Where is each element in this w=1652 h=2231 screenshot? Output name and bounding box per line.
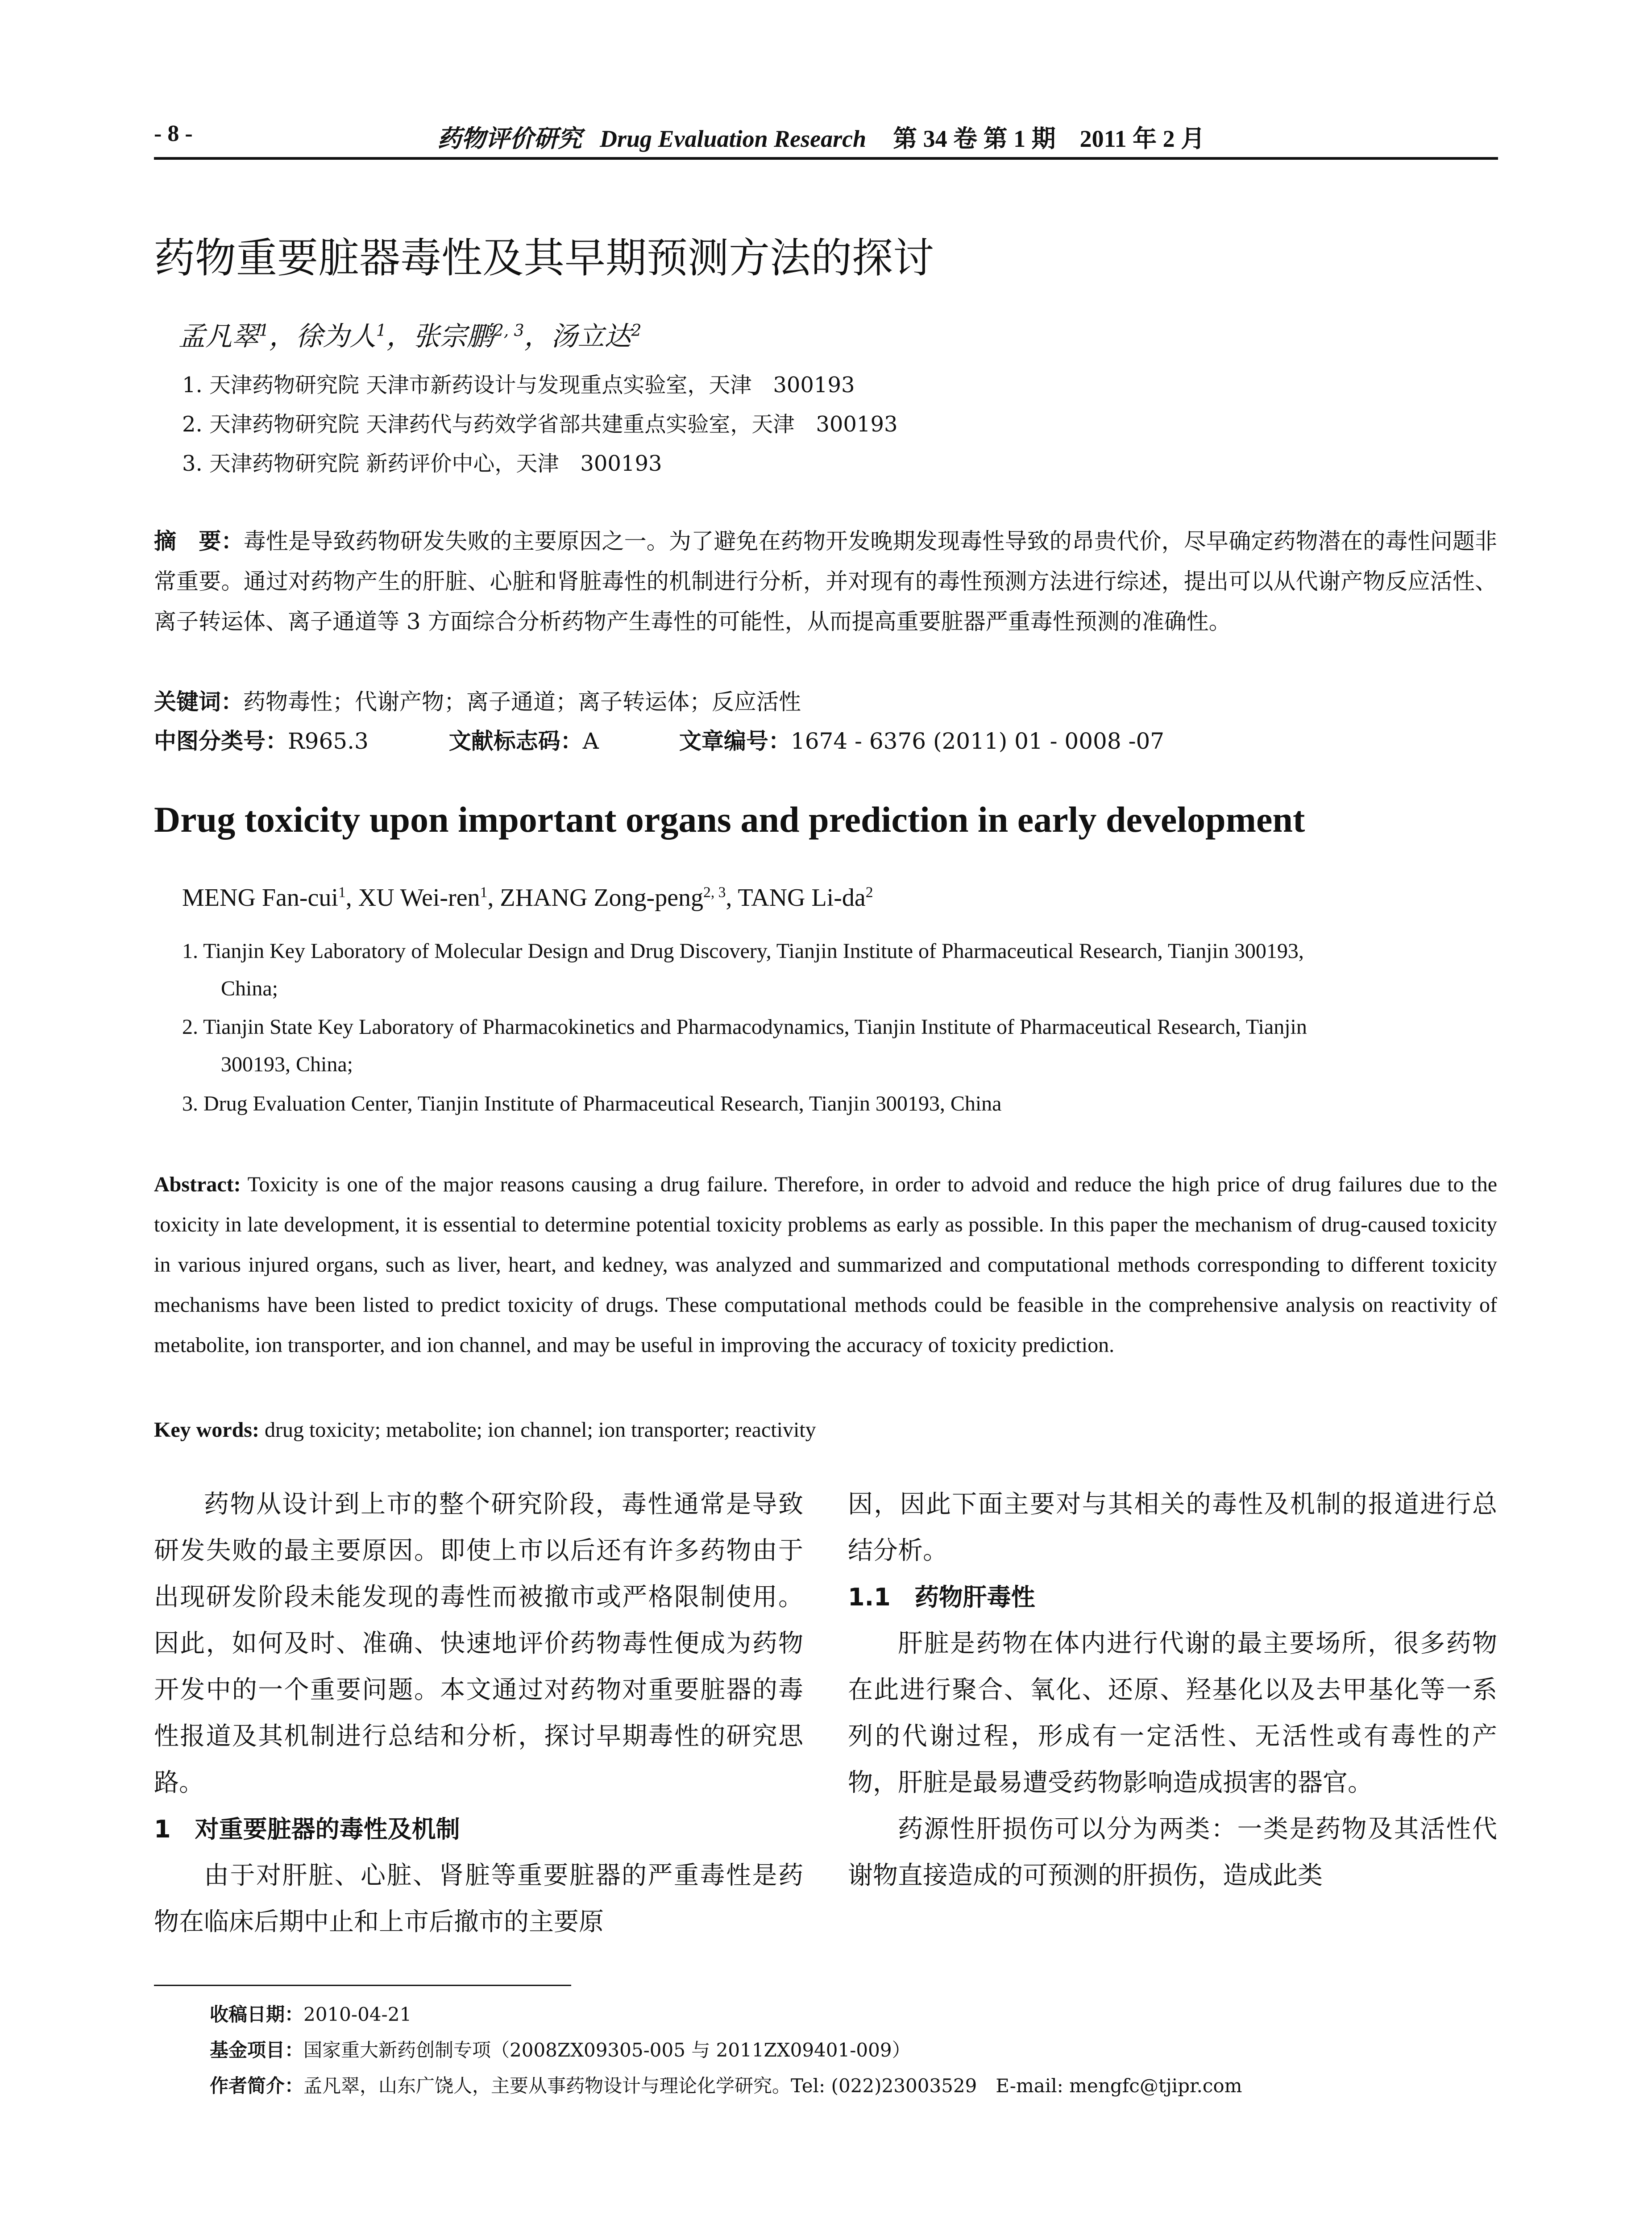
cn-authors: 孟凡翠$^1$，徐为人$^1$，张宗鹏$^{2, 3}$，汤立达$^2$ bbox=[178, 321, 642, 352]
cn-abstract-text: 毒性是导致药物研发失败的主要原因之一。为了避免在药物开发晚期发现毒性导致的昂贵代价，尽早确定药物潜在的毒性问题非常重要。通过对药物产生的肝脏、心脏和肾脏毒性的机制进行分析，并对现有的毒性预测方法进行综述，提出可以从代谢产物反应活性、离子转运体、离子通道等 3 方面综合分析药物产生毒性的可能性，从而提高重要脏器严重毒性预测的准确性。 bbox=[154, 528, 1498, 634]
cn-author-affil: 2, 3 bbox=[493, 322, 524, 340]
body-column-right bbox=[848, 1481, 1497, 1899]
cn-abstract-label: 摘 要： bbox=[154, 528, 244, 554]
cn-author: 徐为人 bbox=[295, 321, 376, 352]
cn-author-affil: 2 bbox=[631, 322, 642, 340]
cn-affiliation: 2. 天津药物研究院 天津药代与药效学省部共建重点实验室，天津 300193 bbox=[182, 412, 898, 437]
footnote-label: 基金项目： bbox=[210, 2039, 304, 2061]
en-keywords bbox=[154, 1410, 1497, 1450]
running-header bbox=[437, 120, 1205, 154]
en-abstract-text: Toxicity is one of the major reasons causing a drug failure. Therefore, in order to advoid and reduce the high price of drug failures due to the toxicity in late development, it is essential to determine potential toxicity problems as early as possible. In this paper the mechanism of drug-caused toxicity in various injured organs, such as liver, heart, and kedney, was analyzed and summarized and computational methods corresponding to different toxicity mechanisms have been listed to predict toxicity of drugs. These computational methods could be feasible in the comprehensive analysis on reactivity of metabolite, ion transporter, and ion channel, and may be useful in improving the accuracy of toxicity prediction. bbox=[154, 1173, 1498, 1357]
cn-keywords bbox=[154, 682, 1497, 722]
article-no-value: 1674 - 6376 (2011) 01 - 0008 -07 bbox=[790, 728, 1165, 754]
cn-abstract bbox=[154, 521, 1497, 642]
en-author-affil: 1 bbox=[338, 884, 346, 901]
journal-name-en: Drug Evaluation Research bbox=[600, 125, 867, 152]
en-affiliation bbox=[182, 1008, 1494, 1083]
journal-logo: 药物评价研究 bbox=[437, 125, 582, 152]
en-abstract-label: Abstract: bbox=[154, 1173, 241, 1196]
intro-paragraph: 药物从设计到上市的整个研究阶段，毒性通常是导致研发失败的最主要原因。即使上市以后还有许多药物由于出现研发阶段未能发现的毒性而被撤市或严格限制使用。因此，如何及时、准确、快速地评价药物毒性便成为药物开发中的一个重要问题。本文通过对药物对重要脏器的毒性报道及其机制进行总结和分析，探讨早期毒性的研究思路。 bbox=[154, 1490, 803, 1797]
en-author: XU Wei-ren bbox=[358, 884, 480, 912]
en-affiliation-cont: China; bbox=[221, 977, 278, 1000]
article-no-label: 文章编号： bbox=[679, 728, 791, 754]
header-rule bbox=[154, 157, 1498, 160]
cn-author: 孟凡翠 bbox=[178, 321, 259, 352]
footnote-rule bbox=[154, 1985, 571, 1986]
cn-author: 张宗鹏 bbox=[413, 321, 494, 352]
en-authors: MENG Fan-cui$^1$, XU Wei-ren$^1$, ZHANG Zong-peng$^{2, 3}$, TANG $Li-da^2$ bbox=[182, 884, 873, 912]
en-author: TANG Li-da bbox=[738, 884, 866, 912]
footnote-label: 收稿日期： bbox=[210, 2003, 304, 2025]
subsection-heading: 1.1 药物肝毒性 bbox=[848, 1583, 1035, 1611]
en-author-affil: 2 bbox=[865, 884, 873, 901]
footnote-text: 国家重大新药创制专项（2008ZX09305-005 与 2011ZX09401-009） bbox=[303, 2039, 911, 2061]
section-paragraph-cont: 因，因此下面主要对与其相关的毒性及机制的报道进行总结分析。 bbox=[848, 1490, 1497, 1565]
en-affiliation-main: 2. Tianjin State Key Laboratory of Pharmacokinetics and Pharmacodynamics, Tianjin Institute of Pharmaceutical Research, Tianjin bbox=[182, 1015, 1307, 1039]
footnote-text: 2010-04-21 bbox=[303, 2003, 412, 2025]
doc-code-label: 文献标志码： bbox=[448, 728, 583, 754]
class-value: R965.3 bbox=[288, 728, 369, 754]
cn-author-affil: 1 bbox=[376, 322, 386, 340]
en-author: MENG Fan-cui bbox=[182, 884, 338, 912]
en-affiliation-main: 3. Drug Evaluation Center, Tianjin Institute of Pharmaceutical Research, Tianjin 300193, China bbox=[182, 1092, 1002, 1116]
cn-title: 药物重要脏器毒性及其早期预测方法的探讨 bbox=[154, 234, 934, 282]
class-label: 中图分类号： bbox=[154, 728, 288, 754]
footnote-fund bbox=[210, 2036, 911, 2062]
section-heading: 1 对重要脏器的毒性及机制 bbox=[154, 1815, 460, 1843]
footnote-author bbox=[210, 2071, 1242, 2098]
cn-author-affil: 1 bbox=[259, 322, 269, 340]
en-title: Drug toxicity upon important organs and prediction in early development bbox=[154, 799, 1305, 840]
issue-info: 第 34 卷 第 1 期 2011 年 2 月 bbox=[893, 125, 1205, 152]
cn-keywords-label: 关键词： bbox=[154, 689, 243, 715]
footnote-text: 孟凡翠，山东广饶人，主要从事药物设计与理论化学研究。Tel: (022)23003529 E-mail: mengfc@tjipr.com bbox=[303, 2075, 1242, 2097]
cn-affiliation: 3. 天津药物研究院 新药评价中心，天津 300193 bbox=[182, 451, 662, 476]
body-column-left bbox=[154, 1481, 803, 1945]
en-author: ZHANG Zong-peng bbox=[500, 884, 704, 912]
en-affiliation bbox=[182, 1085, 1494, 1123]
cn-affiliation: 1. 天津药物研究院 天津市新药设计与发现重点实验室，天津 300193 bbox=[182, 373, 855, 398]
subsection-paragraph: 肝脏是药物在体内进行代谢的最主要场所，很多药物在此进行聚合、氧化、还原、羟基化以及去甲基化等一系列的代谢过程，形成有一定活性、无活性或有毒性的产物，肝脏是最易遭受药物影响造成损害的器官。 bbox=[848, 1629, 1497, 1797]
page-number: - 8 - bbox=[154, 121, 193, 146]
en-author-affil: 2, 3 bbox=[703, 884, 726, 901]
subsection-paragraph: 药源性肝损伤可以分为两类：一类是药物及其活性代谢物直接造成的可预测的肝损伤，造成此类 bbox=[848, 1815, 1497, 1890]
doc-code-value: A bbox=[582, 728, 599, 754]
footnote-label: 作者简介： bbox=[210, 2075, 304, 2097]
en-affiliation bbox=[182, 933, 1494, 1008]
footnote-received bbox=[210, 2000, 411, 2027]
cn-author: 汤立达 bbox=[551, 321, 631, 352]
en-keywords-text: drug toxicity; metabolite; ion channel; ion transporter; reactivity bbox=[264, 1418, 816, 1442]
en-keywords-label: Key words: bbox=[154, 1418, 259, 1442]
cn-keywords-text: 药物毒性；代谢产物；离子通道；离子转运体；反应活性 bbox=[243, 689, 801, 715]
cn-classification bbox=[154, 721, 1497, 761]
en-author-affil: 1 bbox=[480, 884, 488, 901]
en-affiliation-main: 1. Tianjin Key Laboratory of Molecular Design and Drug Discovery, Tianjin Institute of Pharmaceutical Research, Tianjin 300193, bbox=[182, 939, 1304, 963]
en-affiliation-cont: 300193, China; bbox=[221, 1053, 353, 1076]
en-abstract bbox=[154, 1165, 1497, 1365]
section-paragraph: 由于对肝脏、心脏、肾脏等重要脏器的严重毒性是药物在临床后期中止和上市后撤市的主要原 bbox=[154, 1861, 803, 1937]
